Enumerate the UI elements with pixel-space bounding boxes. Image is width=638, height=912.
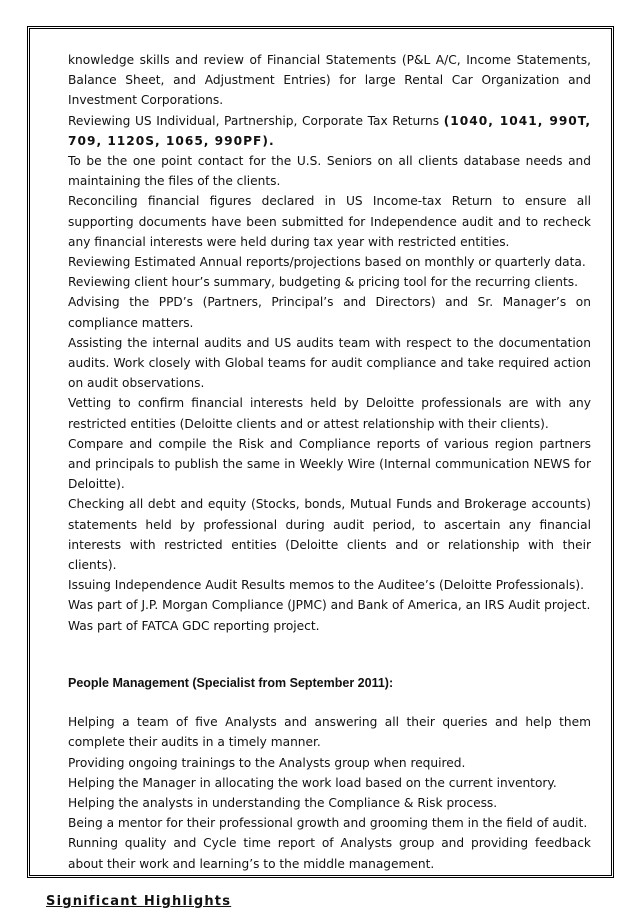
people-management-heading: People Management (Specialist from September 2011): — [68, 675, 394, 690]
intro-paragraph: knowledge skills and review of Financial Statements (P&L A/C, Income Statements, Balance Sheet, and Adjustment Entries) for large Rental Car Organization and Investment Corporations. — [68, 53, 591, 108]
list-item: Was part of FATCA GDC reporting project. — [68, 618, 320, 633]
list-item: Helping the analysts in understanding the Compliance & Risk process. — [68, 795, 498, 810]
tax-form-codes: (1040, 1041, 990T, 709, 1120S, 1065, 990PF). — [68, 113, 591, 148]
work-bullet-list — [46, 111, 591, 636]
list-item: Issuing Independence Audit Results memos to the Auditee’s (Deloitte Professionals). — [68, 578, 584, 593]
list-item: Vetting to confirm financial interests held by Deloitte professionals are with any restricted entities (Deloitte clients and or attest relationship with their clients). — [68, 396, 591, 431]
list-item: Being a mentor for their professional growth and grooming them in the field of audit. — [68, 816, 588, 831]
list-item: Was part of J.P. Morgan Compliance (JPMC) and Bank of America, an IRS Audit project. — [68, 598, 591, 613]
significant-highlights-heading: Significant Highlights — [46, 893, 232, 909]
list-item: Running quality and Cycle time report of Analysts group and providing feedback about their work and learning’s to the middle management. — [68, 836, 591, 871]
list-item: Helping the Manager in allocating the work load based on the current inventory. — [68, 775, 557, 790]
list-item: Reviewing Estimated Annual reports/projections based on monthly or quarterly data. — [68, 255, 586, 270]
list-item: Providing ongoing trainings to the Analysts group when required. — [68, 755, 466, 770]
list-item: Reviewing US Individual, Partnership, Corporate Tax Returns (1040, 1041, 990T, 709, 1120S, 1065, 990PF). — [68, 113, 591, 148]
list-item: Advising the PPD’s (Partners, Principal’s and Directors) and Sr. Manager’s on compliance matters. — [68, 295, 591, 330]
list-item: To be the one point contact for the U.S. Seniors on all clients database needs and maintaining the files of the clients. — [68, 154, 591, 189]
list-item: Reconciling financial figures declared in US Income-tax Return to ensure all supporting documents have been submitted for Independence audit and to recheck any financial interests were held during tax year with restricted entities. — [68, 194, 591, 249]
list-item: Reviewing client hour’s summary, budgeting & pricing tool for the recurring clients. — [68, 275, 579, 290]
list-item: Compare and compile the Risk and Compliance reports of various region partners and principals to publish the same in Weekly Wire (Internal communication NEWS for Deloitte). — [68, 436, 591, 492]
list-item: Assisting the internal audits and US audits team with respect to the documentation audits. Work closely with Global teams for audit compliance and take required action on audit observations. — [68, 335, 591, 391]
list-item: Checking all debt and equity (Stocks, bonds, Mutual Funds and Brokerage accounts) statements held by professional during audit period, to ascertain any financial interests with restricted entities (Deloitte clients and or relationship with their clients). — [68, 497, 591, 573]
list-item: Helping a team of five Analysts and answering all their queries and help them complete their audits in a timely manner. — [68, 715, 591, 750]
resume-page-content — [46, 50, 591, 912]
people-management-list — [46, 712, 591, 874]
